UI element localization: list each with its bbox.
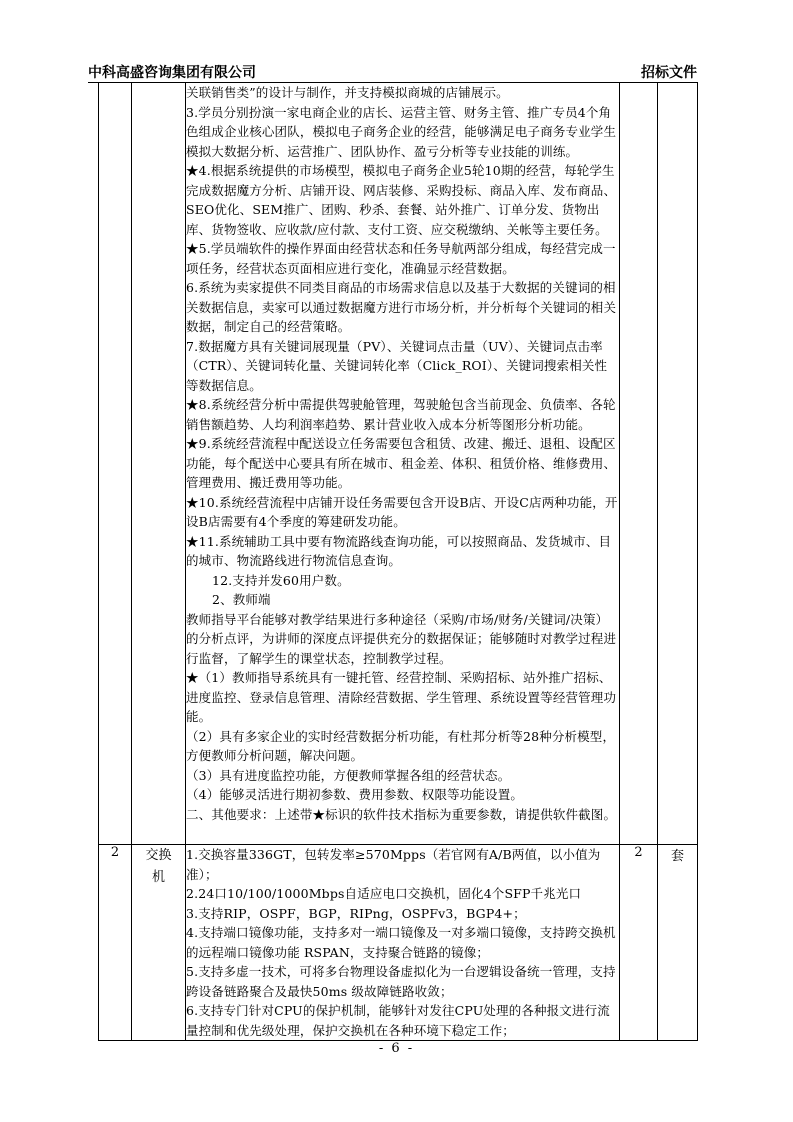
item-description-cell	[186, 845, 620, 1041]
description-paragraph: 3.支持RIP，OSPF，BGP，RIPng，OSPFv3，BGP4+；	[186, 905, 526, 921]
description-paragraph: 5.支持多虚一技术，可将多台物理设备虚拟化为一台逻辑设备统一管理，支持跨设备链路聚合及最快50ms 级故障链路收敛；	[186, 964, 616, 999]
description-paragraph: 7.数据魔方具有关键词展现量（PV）、关键词点击量（UV）、关键词点击率（CTR）、关键词转化量、关键词转化率（Click_ROI）、关键词搜索相关性等数据信息。	[186, 338, 608, 393]
quantity-cell: 2	[620, 845, 658, 1041]
page-number: - 6 -	[378, 1041, 415, 1056]
description-paragraph: ★（1）教师指导系统具有一键托管、经营控制、采购招标、站外推广招标、进度监控、登录信息管理、清除经营数据、学生管理、系统设置等经营管理功能。	[186, 670, 617, 724]
description-paragraph: ★4.根据系统提供的市场模型，模拟电子商务企业5轮10期的经营，每轮学生完成数据魔方分析、店铺开设、网店装修、采购投标、商品入库、发布商品、SEO优化、SEM推广、团购、秒杀、套餐、站外推广、订单分发、货物出库、货物签收、应收款/应付款、支付工资、应交税缴纳、关帐等主要任务。	[186, 163, 617, 237]
description-paragraph: 3.学员分别扮演一家电商企业的店长、运营主管、财务主管、推广专员4个角色组成企业核心团队，模拟电子商务企业的经营，能够满足电子商务专业学生模拟大数据分析、运营推广、团队协作、盈亏分析等专业技能的训练。	[186, 104, 617, 159]
description-paragraph: 2.24口10/100/1000Mbps自适应电口交换机，固化4个SFP千兆光口	[186, 886, 582, 901]
description-paragraph: ★5.学员端软件的操作界面由经营状态和任务导航两部分组成，每经营完成一项任务，经营状态页面相应进行变化，准确显示经营数据。	[186, 241, 616, 276]
description-paragraph: ★11.系统辅助工具中要有物流路线查询功能，可以按照商品、发货城市、目的城市、物流路线进行物流信息查询。	[186, 533, 612, 568]
description-paragraph: 教师指导平台能够对教学结果进行多种途径（采购/市场/财务/关键词/决策）的分析点评，为讲师的深度点评提供充分的数据保证；能够随时对教学过程进行监督，了解学生的课堂状态，控制教学过程。	[186, 611, 617, 666]
item-name-cell	[132, 83, 186, 845]
description-paragraph: 6.支持专门针对CPU的保护机制，能够针对发往CPU处理的各种报文进行流量控制和优先级处理，保护交换机在各种环境下稳定工作；	[186, 1003, 610, 1038]
description-paragraph: 4.支持端口镜像功能，支持多对一端口镜像及一对多端口镜像，支持跨交换机的远程端口镜像功能 RSPAN，支持聚合链路的镜像；	[186, 925, 616, 960]
description-paragraph: ★9.系统经营流程中配送设立任务需要包含租赁、改建、搬迁、退租、设配区功能，每个配送中心要具有所在城市、租金差、体积、租赁价格、维修费用、管理费用、搬迁费用等功能。	[186, 436, 617, 490]
section-heading: 2、教师端	[212, 592, 271, 607]
unit-cell: 套	[658, 845, 698, 1041]
item-name-line: 机	[151, 870, 165, 885]
item-number-cell	[99, 83, 132, 845]
table-row	[99, 845, 698, 1041]
page-header	[88, 62, 697, 83]
company-name: 中科高盛咨询集团有限公司	[88, 65, 256, 81]
spec-table	[98, 82, 698, 1041]
description-paragraph: ★10.系统经营流程中店铺开设任务需要包含开设B店、开设C店两种功能，开设B店需要有4个季度的筹建研发功能。	[186, 494, 618, 529]
document-type: 招标文件	[641, 65, 697, 81]
item-name-line: 交换	[145, 848, 172, 863]
table-row	[99, 83, 698, 845]
item-number-cell: 2	[99, 845, 132, 1041]
quantity-cell	[620, 83, 658, 845]
description-paragraph: （3）具有进度监控功能，方便教师掌握各组的经营状态。	[186, 767, 511, 783]
description-paragraph: （4）能够灵活进行期初参数、费用参数、权限等功能设置。	[186, 787, 524, 802]
description-paragraph: ★8.系统经营分析中需提供驾驶舱管理，驾驶舱包含当前现金、负债率、各轮销售额趋势、人均利润率趋势、累计营业收入成本分析等图形分析功能。	[186, 397, 616, 432]
item-name-cell	[132, 845, 186, 1041]
description-paragraph: 12.支持并发60用户数。	[212, 572, 350, 588]
description-paragraph: 二、其他要求：上述带★标识的软件技术指标为重要参数，请提供软件截图。	[186, 806, 617, 822]
description-paragraph: 6.系统为卖家提供不同类目商品的市场需求信息以及基于大数据的关键词的相关数据信息，卖家可以通过数据魔方进行市场分析，并分析每个关键词的相关数据，制定自己的经营策略。	[186, 280, 617, 334]
description-paragraph: 1.交换容量336GT，包转发率≥570Mpps（若官网有A/B两值，以小值为准）；	[186, 847, 601, 882]
unit-cell	[658, 83, 698, 845]
description-paragraph: 关联销售类”的设计与制作，并支持模拟商城的店铺展示。	[186, 85, 509, 100]
description-paragraph: （2）具有多家企业的实时经营数据分析功能，有杜邦分析等28种分析模型，方便教师分析问题，解决问题。	[186, 728, 616, 763]
item-description-cell	[186, 83, 620, 845]
